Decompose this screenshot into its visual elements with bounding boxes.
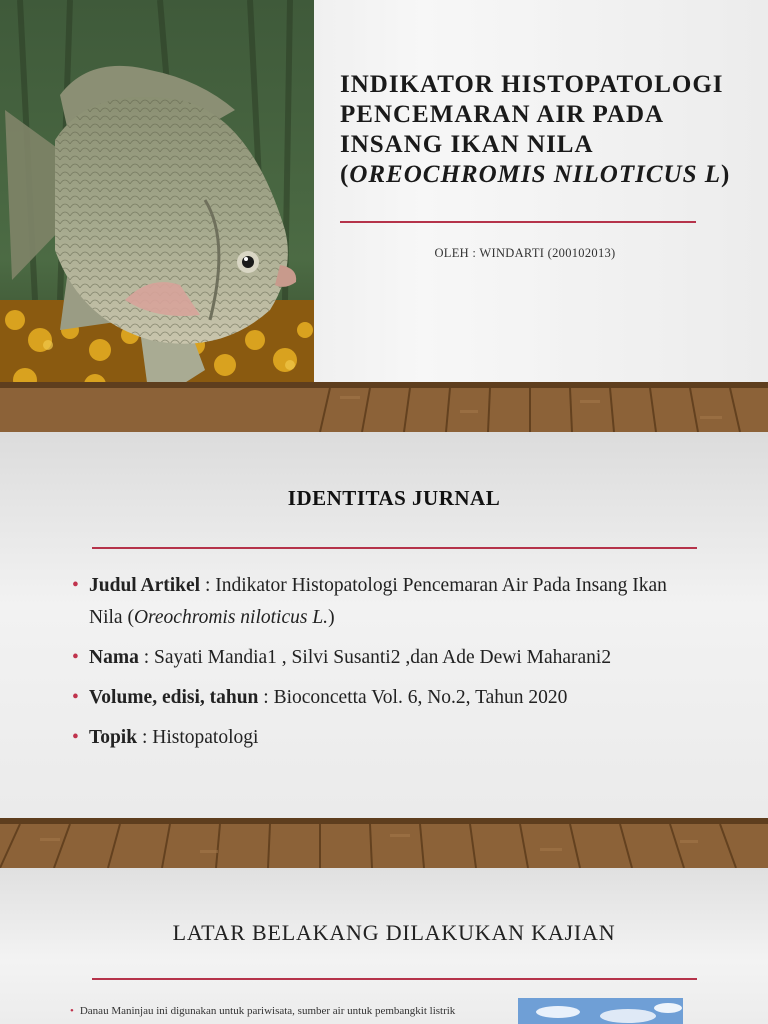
item-text: : Bioconcetta Vol. 6, No.2, Tahun 2020 <box>258 687 568 708</box>
item-text: : Histopatologi <box>137 727 259 748</box>
identity-title: IDENTITAS JURNAL <box>287 486 501 510</box>
title-line-1: INDIKATOR HISTOPATOLOGI <box>340 71 724 98</box>
lake-photo <box>518 998 683 1024</box>
bullet-icon: • <box>72 727 79 748</box>
title-close-paren: ) <box>721 161 731 188</box>
identity-divider <box>92 547 697 549</box>
item-label: Topik <box>89 727 138 748</box>
bullet-icon: • <box>72 575 79 596</box>
title-slide <box>0 0 768 432</box>
list-item <box>72 682 672 714</box>
identity-slide <box>0 432 768 868</box>
tilapia-fish-photo <box>0 0 314 432</box>
title-line-2: PENCEMARAN AIR PADA <box>340 101 665 128</box>
list-item <box>72 642 672 674</box>
background-slide <box>0 868 768 1024</box>
identity-list <box>72 570 672 762</box>
bullet-icon: • <box>72 687 79 708</box>
title-line-3: INSANG IKAN NILA <box>340 131 594 158</box>
item-label: Judul Artikel <box>89 575 201 596</box>
presentation-title <box>340 70 740 190</box>
item-italic: Oreochromis niloticus L. <box>133 607 329 628</box>
wood-floor <box>0 818 768 868</box>
title-species-name: OREOCHROMIS NILOTICUS L <box>349 161 722 188</box>
bullet-icon: • <box>72 647 79 668</box>
list-item <box>70 1005 455 1017</box>
item-label: Volume, edisi, tahun <box>89 687 259 708</box>
item-text: : Sayati Mandia1 , Silvi Susanti2 ,dan Ade Dewi Maharani2 <box>138 647 612 668</box>
list-item <box>72 722 672 754</box>
title-open-paren: ( <box>340 161 350 188</box>
title-divider <box>340 221 696 223</box>
author-line: OLEH : WINDARTI (200102013) <box>434 246 616 260</box>
item-text: : Indikator Histopatologi Pencemaran Air Pada Insang Ikan Nila ( <box>89 575 667 628</box>
list-item <box>72 570 672 634</box>
background-title: LATAR BELAKANG DILAKUKAN KAJIAN <box>172 920 616 945</box>
wood-floor <box>0 382 768 432</box>
item-text: Danau Maninjau ini digunakan untuk pariwisata, sumber air untuk pembangkit listrik <box>79 1005 456 1017</box>
title-block <box>340 70 740 190</box>
item-text-after: ) <box>328 607 335 628</box>
background-divider <box>92 978 697 980</box>
item-label: Nama <box>89 647 139 668</box>
bullet-icon: • <box>70 1005 74 1017</box>
